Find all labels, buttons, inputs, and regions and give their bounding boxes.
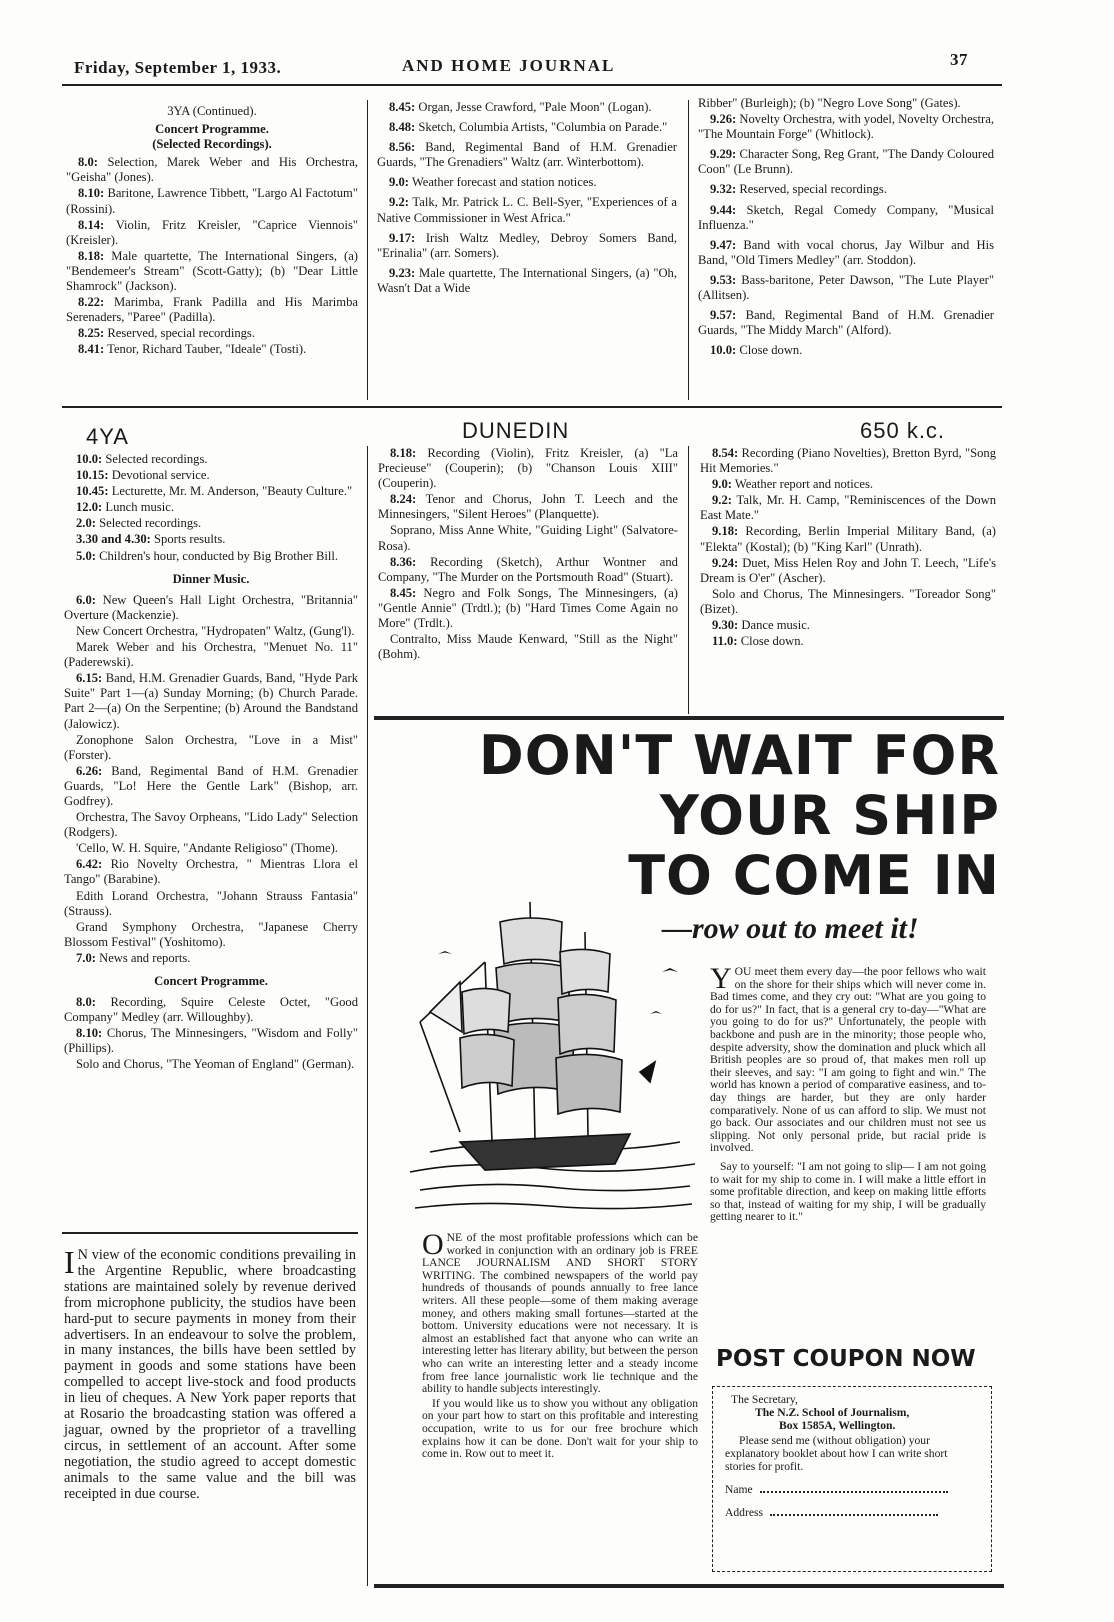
coupon-line: The Secretary, <box>731 1393 798 1406</box>
program-time: 11.0: <box>712 634 738 649</box>
program-time: 9.0: <box>389 175 409 190</box>
program-item <box>377 175 677 190</box>
ad-headline-line-3: TO COME IN <box>628 844 1000 907</box>
program-time: 12.0: <box>76 500 103 515</box>
program-text: Tenor and Chorus, John T. Leech and the Minnesingers, "Silent Heroes" (Planquette). <box>378 492 678 522</box>
drop-cap: O <box>422 1228 444 1261</box>
program-text: Marimba, Frank Padilla and His Marimba Serenaders, "Paree" (Padilla). <box>66 295 358 325</box>
program-item <box>64 624 358 639</box>
program-item <box>378 632 678 662</box>
program-text: Close down. <box>740 634 804 649</box>
program-item <box>66 342 358 357</box>
program-time: 9.29: <box>710 147 737 162</box>
program-time: 10.15: <box>76 468 109 483</box>
program-text: New Concert Orchestra, "Hydropaten" Waltz, (Gung'l). <box>76 623 355 638</box>
program-time: 9.57: <box>710 308 737 323</box>
program-item <box>64 857 358 887</box>
program-item <box>700 477 996 492</box>
top-column-2 <box>377 100 677 301</box>
program-text: Violin, Fritz Kreisler, "Caprice Viennois" (Kreisler). <box>66 217 359 247</box>
program-text: Lecturette, Mr. M. Anderson, "Beauty Culture." <box>111 484 353 499</box>
program-item <box>698 308 994 338</box>
address-field[interactable] <box>770 1506 938 1516</box>
program-list <box>64 593 358 966</box>
program-text: Weather report and notices. <box>734 477 874 492</box>
section-heading: 3YA (Continued). <box>167 104 257 118</box>
argentine-article <box>64 1244 356 1503</box>
program-text: Reserved, special recordings. <box>107 326 255 341</box>
program-text: Band, H.M. Grenadier Guards, Band, "Hyde Park Suite" Part 1—(a) Sunday Morning; (b) Church Parade. Part 2—(a) On the Serpentine; (b) Around the Bandstand (Jalowicz). <box>64 671 358 731</box>
program-item <box>378 492 678 522</box>
program-text: Band, Regimental Band of H.M. Grenadier Guards, "The Grenadiers" Waltz (arr. Winterbottom). <box>377 140 677 170</box>
program-time: 8.10: <box>76 1026 103 1041</box>
program-text: Band, Regimental Band of H.M. Grenadier Guards, "Lo! Here the Gentle Lark" (Bishop, arr. Godfrey). <box>64 763 358 808</box>
program-list <box>66 155 358 357</box>
program-text: New Queen's Hall Light Orchestra, "Britannia" Overture (Mackenzie). <box>64 592 358 622</box>
program-text: 'Cello, W. H. Squire, "Andante Religioso" (Thome). <box>76 841 338 856</box>
coupon-line: Please send me (without obligation) your explanatory booklet about how I can write short stories for profit. <box>725 1434 948 1473</box>
program-item <box>64 532 358 547</box>
program-text: Male quartette, The International Singers, (a) "Bendemeer's Stream" (Scott-Gatty); (b) "Dear Little Shamrock" (Jackson). <box>66 248 358 294</box>
program-time: 8.25: <box>78 326 105 341</box>
program-item <box>64 920 358 950</box>
ad-body-text: OU meet them every day—the poor fellows who wait on the shore for their ships which will never come in. Bad times come, and they cry out: "What are you going to do for us?" In fact, that is a general cry to-day—"What are you going to do for us?" Unfortunately, the people with backbone and push are in the minority; those people who, despite adversity, show the domination and pluck which all British peoples are so proud of, that makes men roll up their sleeves, and say: "I am going to fight and win." The world has known a period of comparative easiness, and to-day things are harder, but they are only harder comparatively. None of us can afford to slip. We must not go back. Our associates and our children must not see us slipping. Not only personal pride, but racial pride is involved. <box>710 965 986 1155</box>
program-text: Solo and Chorus, The Minnesingers. "Toreador Song" (Bizet). <box>700 586 996 616</box>
program-item <box>698 238 994 268</box>
program-text: Chorus, The Minnesingers, "Wisdom and Folly" (Phillips). <box>64 1026 358 1056</box>
article-text: N view of the economic conditions prevailing in the Argentine Republic, where broadcasting stations are maintained solely by revenue derived from microphone publicity, the studios have been hard-put to secure payments in money from their advertisers. In an endeavour to solve the problem, in many instances, the bills have been settled by payment in goods and some stations have been compelled to accept live-stock and food products in lieu of cheques. A New York paper reports that at Rosario the broadcasting station was offered a jaguar, owned by the proprietor of a travelling circus, in settlement of an account. After some negotiation, the studio agreed to accept domestic animals to the same value and the bill was receipted in due course. <box>64 1247 356 1502</box>
program-item <box>700 493 996 523</box>
program-item <box>64 516 358 531</box>
program-text: Duet, Miss Helen Roy and John T. Leech, "Life's Dream is O'er" (Ascher). <box>700 555 996 585</box>
program-text: Dance music. <box>741 618 810 633</box>
program-text: Grand Symphony Orchestra, "Japanese Cherry Blossom Festival" (Yoshitomo). <box>64 919 358 949</box>
program-time: 5.0: <box>76 548 96 563</box>
program-time: 9.26: <box>710 112 737 127</box>
ad-headline-line-2: YOUR SHIP <box>659 784 1000 847</box>
program-time: 2.0: <box>76 516 96 531</box>
left-column <box>64 452 358 1074</box>
program-text: Edith Lorand Orchestra, "Johann Strauss Fantasia" (Strauss). <box>64 888 358 918</box>
program-text: Talk, Mr. Patrick L. C. Bell-Syer, "Experiences of a Native Commissioner in West Africa." <box>377 195 678 225</box>
dinner-music-heading: Dinner Music. <box>172 571 250 586</box>
program-time: 3.30 and 4.30: <box>76 532 151 547</box>
program-time: 8.45: <box>390 585 417 600</box>
program-text: Soprano, Miss Anne White, "Guiding Light" (Salvatore-Rosa). <box>378 523 678 553</box>
program-text: Organ, Jesse Crawford, "Pale Moon" (Logan). <box>418 100 652 114</box>
program-time: 9.17: <box>389 230 416 245</box>
program-item <box>378 446 678 491</box>
program-item <box>66 326 358 341</box>
program-text: Selection, Marek Weber and His Orchestra, "Geisha" (Jones). <box>66 155 358 185</box>
ad-subheadline: —row out to meet it! <box>662 912 919 945</box>
program-item <box>700 556 996 586</box>
name-label: Name <box>725 1483 753 1496</box>
program-item <box>66 295 358 325</box>
program-time: 9.44: <box>710 202 737 217</box>
ad-top-rule <box>374 716 1004 720</box>
drop-cap: I <box>64 1244 75 1280</box>
program-text: Baritone, Lawrence Tibbett, "Largo Al Factotum" (Rossini). <box>66 186 358 216</box>
top-column-3 <box>698 96 994 363</box>
program-item <box>698 273 994 303</box>
ad-lower-text: NE of the most profitable professions which can be worked in conjunction with an ordinary job is FREE LANCE JOURNALISM AND SHORT STORY WRITING. The combined newspapers of the world pay hundreds of thousands of pounds annually to free lance writers. All these people—some of them making average money, and others making small fortunes—started at the bottom. University educations were not necessary. It is almost an established fact that anyone who can write an interesting letter has literary ability, but between the person who can write an interesting letter and a steady income from free lance journalistic work lie technique and the ability to handle subjects interestingly. <box>422 1231 698 1396</box>
program-text: Selected recordings. <box>105 452 208 466</box>
program-text: Reserved, special recordings. <box>739 182 887 197</box>
program-list <box>64 995 358 1072</box>
program-item <box>64 452 358 467</box>
section-subheading-2: (Selected Recordings). <box>152 137 272 152</box>
program-item <box>700 446 996 476</box>
program-time: 8.0: <box>78 155 98 170</box>
ad-body-text-2: Say to yourself: "I am not going to slip— I am not going to wait for my ship to come in. I will make a little effort in some profitable direction, and keep on making little efforts so that, instead of waiting for my ship, I will be gradually getting nearer to it." <box>710 1159 986 1224</box>
column-rule <box>688 446 689 714</box>
station-city: DUNEDIN <box>462 418 570 443</box>
sailing-ship-illustration <box>400 872 700 1232</box>
program-text: Male quartette, The International Singers, (a) "Oh, Wasn't Dat a Wide <box>377 265 678 295</box>
program-list <box>378 446 678 662</box>
program-time: 9.18: <box>712 524 739 539</box>
page-number: 37 <box>950 50 968 69</box>
ad-headline-line-1: DON'T WAIT FOR <box>478 724 1000 787</box>
program-item <box>66 155 358 185</box>
program-time: 8.18: <box>390 446 417 460</box>
program-time: 6.0: <box>76 592 96 607</box>
program-text: Sketch, Columbia Artists, "Columbia on Parade." <box>418 120 668 135</box>
program-list <box>377 100 677 296</box>
program-text: Rio Novelty Orchestra, " Mientras Llora el Tango" (Barabine). <box>64 857 358 887</box>
program-item <box>698 203 994 233</box>
program-item <box>64 593 358 623</box>
page-date: Friday, September 1, 1933. <box>74 58 282 77</box>
program-text: Contralto, Miss Maude Kenward, "Still as the Night" (Bohm). <box>378 632 678 662</box>
program-text: News and reports. <box>99 950 191 965</box>
program-item <box>698 343 994 358</box>
program-item <box>377 140 677 170</box>
program-text: Band, Regimental Band of H.M. Grenadier Guards, "The Middy March" (Alford). <box>698 308 994 338</box>
continued-text: Ribber" (Burleigh); (b) "Negro Love Song" (Gates). <box>698 96 961 110</box>
program-item <box>66 218 358 248</box>
program-item <box>698 112 994 142</box>
program-text: Weather forecast and station notices. <box>411 175 597 190</box>
program-item <box>66 249 358 294</box>
program-item <box>378 586 678 631</box>
program-time: 8.54: <box>712 446 739 460</box>
program-time: 10.45: <box>76 484 109 499</box>
program-text: Character Song, Reg Grant, "The Dandy Coloured Coon" (Le Brunn). <box>698 147 994 177</box>
program-time: 9.32: <box>710 182 737 197</box>
program-time: 9.2: <box>389 195 409 210</box>
program-time: 9.0: <box>712 477 732 492</box>
program-time: 8.10: <box>78 186 105 201</box>
program-item <box>700 524 996 554</box>
program-item <box>64 764 358 809</box>
program-item <box>64 500 358 515</box>
program-item <box>378 555 678 585</box>
concert-programme-heading: Concert Programme. <box>154 974 268 988</box>
program-item <box>64 549 358 564</box>
drop-cap: Y <box>710 962 732 995</box>
ad-bottom-rule <box>374 1584 1004 1588</box>
program-item <box>64 810 358 840</box>
program-item <box>700 634 996 649</box>
program-text: Recording, Berlin Imperial Military Band, (a) "Elekta" (Kostal); (b) "King Karl" (Unrath). <box>700 524 996 554</box>
program-item <box>377 266 677 296</box>
top-column-1 <box>66 104 358 359</box>
program-time: 8.36: <box>390 554 417 569</box>
program-item <box>64 951 358 966</box>
program-time: 9.24: <box>712 555 739 570</box>
right-column <box>700 446 996 650</box>
program-text: Tenor, Richard Tauber, "Ideale" (Tosti). <box>107 342 307 357</box>
program-item <box>377 231 677 261</box>
program-item <box>698 182 994 197</box>
station-call-sign: 4YA <box>86 424 129 449</box>
program-text: Recording (Piano Novelties), Bretton Byrd, "Song Hit Memories." <box>700 446 996 476</box>
program-time: 9.30: <box>712 618 739 633</box>
program-item <box>698 147 994 177</box>
coupon-form[interactable] <box>712 1386 992 1572</box>
article-rule <box>62 1232 358 1234</box>
program-time: 9.53: <box>710 272 737 287</box>
program-text: Negro and Folk Songs, The Minnesingers, (a) "Gentle Annie" (Trdtl.); (b) "Hard Times Come Again no More" (Trdlt.). <box>378 585 679 631</box>
program-text: Band with vocal chorus, Jay Wilbur and His Band, "Old Timers Medley" (arr. Stoddon). <box>698 237 994 267</box>
program-item <box>66 186 358 216</box>
coupon-line: Box 1585A, Wellington. <box>779 1419 896 1432</box>
program-time: 8.48: <box>389 120 416 135</box>
program-text: Children's hour, conducted by Big Brother Bill. <box>99 548 339 563</box>
ad-lower-column <box>422 1228 698 1463</box>
program-item <box>64 889 358 919</box>
program-time: 9.47: <box>710 237 737 252</box>
program-time: 9.23: <box>389 265 416 280</box>
program-list <box>698 112 994 358</box>
program-time: 6.26: <box>76 763 103 778</box>
program-time: 8.0: <box>76 995 96 1010</box>
program-time: 10.0: <box>76 452 103 466</box>
program-time: 6.15: <box>76 671 103 686</box>
program-text: Recording (Violin), Fritz Kreisler, (a) "La Precieuse" (Couperin); (b) "Chanson Louis XIII" (Couperin). <box>378 446 678 491</box>
name-field[interactable] <box>760 1483 948 1493</box>
program-item <box>700 618 996 633</box>
column-rule <box>367 100 368 400</box>
program-time: 8.41: <box>78 342 105 357</box>
program-item <box>64 468 358 483</box>
header-rule <box>62 84 1002 86</box>
program-text: Sketch, Regal Comedy Company, "Musical Influenza." <box>698 202 994 232</box>
program-text: Bass-baritone, Peter Dawson, "The Lute Player" (Allitsen). <box>698 272 994 303</box>
program-text: Recording, Squire Celeste Octet, "Good Company" Medley (arr. Willoughby). <box>64 995 358 1025</box>
program-text: Marek Weber and his Orchestra, "Menuet No. 11" (Paderewski). <box>64 640 358 670</box>
program-text: Close down. <box>739 343 803 358</box>
middle-column <box>378 446 678 663</box>
program-time: 7.0: <box>76 950 96 965</box>
program-item <box>64 1057 358 1072</box>
column-rule <box>688 100 689 400</box>
section-subheading: Concert Programme. <box>155 122 269 137</box>
ad-body-column <box>710 962 986 1226</box>
journal-title: AND HOME JOURNAL <box>402 56 616 75</box>
program-item <box>377 120 677 135</box>
program-text: Zonophone Salon Orchestra, "Love in a Mist" (Forster). <box>64 732 358 762</box>
program-text: Orchestra, The Savoy Orpheans, "Lido Lady" Selection (Rodgers). <box>64 810 358 840</box>
program-text: Sports results. <box>154 532 226 547</box>
program-text: Novelty Orchestra, with yodel, Novelty Orchestra, "The Mountain Forge" (Whitlock). <box>698 112 994 142</box>
program-time: 8.18: <box>78 248 105 263</box>
program-text: Selected recordings. <box>99 516 202 531</box>
program-item <box>700 587 996 617</box>
program-text: Solo and Chorus, "The Yeoman of England" (German). <box>76 1057 355 1072</box>
program-item <box>378 523 678 553</box>
program-time: 8.14: <box>78 217 105 232</box>
program-text: Recording (Sketch), Arthur Wontner and Company, "The Murder on the Portsmouth Road" (Stuart). <box>378 554 678 584</box>
program-time: 9.2: <box>712 493 732 508</box>
ship-icon <box>400 872 700 1232</box>
coupon-title: POST COUPON NOW <box>716 1346 976 1372</box>
program-item <box>64 671 358 731</box>
program-text: Irish Waltz Medley, Debroy Somers Band, "Erinalia" (arr. Somers). <box>377 230 677 260</box>
program-time: 8.56: <box>389 140 416 155</box>
program-time: 10.0: <box>710 343 737 358</box>
program-time: 8.22: <box>78 295 105 310</box>
program-item <box>64 484 358 499</box>
address-label: Address <box>725 1506 763 1519</box>
program-text: Talk, Mr. H. Camp, "Reminiscences of the Down East Mate." <box>700 493 997 523</box>
program-text: Devotional service. <box>111 468 210 483</box>
station-frequency: 650 k.c. <box>860 418 946 443</box>
section-rule <box>62 406 1002 408</box>
program-item <box>64 1026 358 1056</box>
program-time: 8.24: <box>390 492 417 507</box>
ad-lower-text-2: If you would like us to show you without any obligation on your part how to start on this profitable and interesting occupation, write to us for our free brochure which explains how it can be done. Don't wait for your ship to come in. Row out to meet it. <box>422 1396 698 1461</box>
program-time: 8.45: <box>389 100 416 114</box>
coupon-line: The N.Z. School of Journalism, <box>755 1406 910 1419</box>
program-item <box>64 841 358 856</box>
program-item <box>377 100 677 115</box>
program-item <box>64 733 358 763</box>
program-item <box>64 640 358 670</box>
program-item <box>64 995 358 1025</box>
program-list <box>700 446 996 649</box>
column-rule <box>367 446 368 1586</box>
program-time: 6.42: <box>76 857 103 872</box>
program-list <box>64 452 358 564</box>
program-item <box>377 195 677 225</box>
program-text: Lunch music. <box>105 500 174 515</box>
